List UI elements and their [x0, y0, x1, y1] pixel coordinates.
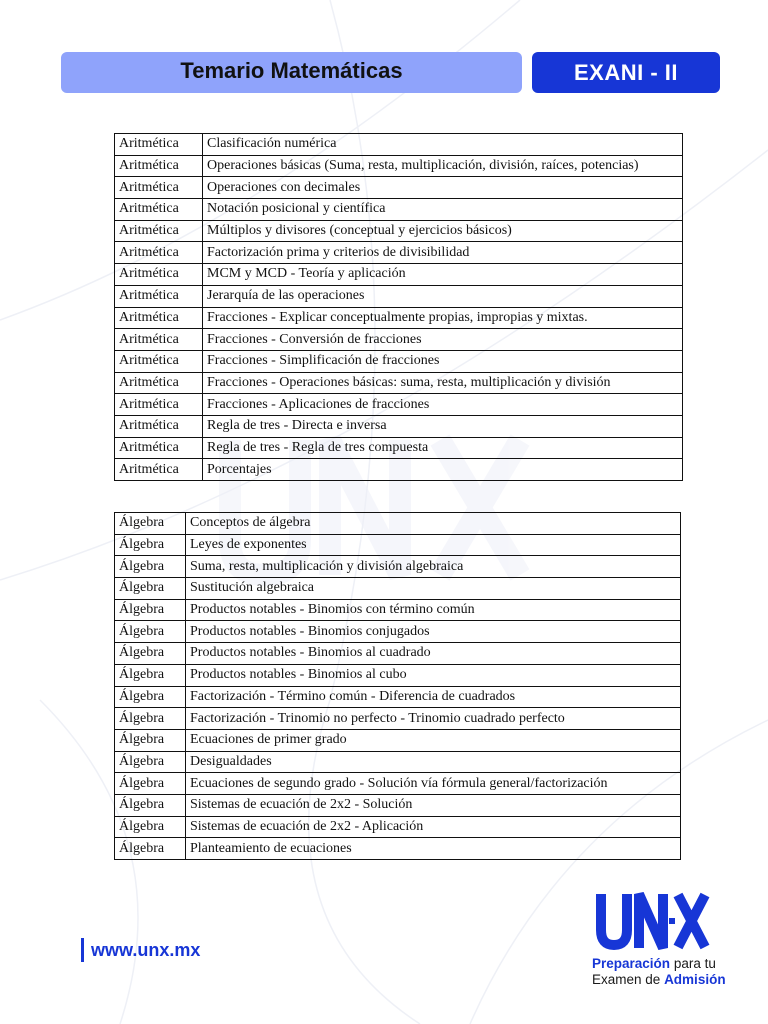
- topic-cell: Productos notables - Binomios al cuadrado: [186, 643, 681, 665]
- title-banner: [61, 52, 522, 93]
- table-row: [115, 155, 683, 177]
- area-cell: Álgebra: [115, 578, 186, 600]
- topic-cell: Fracciones - Conversión de fracciones: [203, 329, 683, 351]
- table-row: [115, 556, 681, 578]
- topic-cell: Productos notables - Binomios al cubo: [186, 664, 681, 686]
- topic-cell: Sistemas de ecuación de 2x2 - Solución: [186, 794, 681, 816]
- table-row: [115, 264, 683, 286]
- topic-cell: Desigualdades: [186, 751, 681, 773]
- topic-cell: Múltiplos y divisores (conceptual y ejercicios básicos): [203, 220, 683, 242]
- area-cell: Álgebra: [115, 513, 186, 535]
- algebra-topics-table: [114, 512, 681, 860]
- area-cell: Álgebra: [115, 751, 186, 773]
- area-cell: Aritmética: [115, 199, 203, 221]
- table-row: [115, 199, 683, 221]
- topic-cell: Productos notables - Binomios conjugados: [186, 621, 681, 643]
- topic-cell: Notación posicional y científica: [203, 199, 683, 221]
- area-cell: Aritmética: [115, 285, 203, 307]
- topic-cell: Fracciones - Simplificación de fracciones: [203, 350, 683, 372]
- topic-cell: Ecuaciones de primer grado: [186, 729, 681, 751]
- table-row: [115, 372, 683, 394]
- table-row: [115, 643, 681, 665]
- website-link[interactable]: [81, 938, 200, 962]
- table-row: [115, 729, 681, 751]
- table-row: [115, 513, 681, 535]
- table-row: [115, 621, 681, 643]
- table-row: [115, 329, 683, 351]
- area-cell: Álgebra: [115, 534, 186, 556]
- area-cell: Álgebra: [115, 686, 186, 708]
- area-cell: Aritmética: [115, 372, 203, 394]
- area-cell: Álgebra: [115, 816, 186, 838]
- tagline-bold-1: Preparación: [592, 956, 671, 971]
- area-cell: Álgebra: [115, 556, 186, 578]
- topic-cell: Factorización prima y criterios de divisibilidad: [203, 242, 683, 264]
- area-cell: Álgebra: [115, 664, 186, 686]
- area-cell: Aritmética: [115, 415, 203, 437]
- tagline-line-1: [592, 956, 722, 972]
- topic-cell: Ecuaciones de segundo grado - Solución vía fórmula general/factorización: [186, 773, 681, 795]
- tagline-rest-1: para tu: [673, 956, 716, 971]
- page-title: Temario Matemáticas: [180, 58, 403, 83]
- topic-cell: Operaciones básicas (Suma, resta, multiplicación, división, raíces, potencias): [203, 155, 683, 177]
- table-row: [115, 350, 683, 372]
- topic-cell: Fracciones - Aplicaciones de fracciones: [203, 394, 683, 416]
- table-row: [115, 177, 683, 199]
- topic-cell: Productos notables - Binomios con término común: [186, 599, 681, 621]
- table-row: [115, 415, 683, 437]
- area-cell: Álgebra: [115, 794, 186, 816]
- table-row: [115, 708, 681, 730]
- tagline-line-2: [592, 972, 726, 988]
- table-row: [115, 459, 683, 481]
- topic-cell: Factorización - Término común - Diferencia de cuadrados: [186, 686, 681, 708]
- topic-cell: Sistemas de ecuación de 2x2 - Aplicación: [186, 816, 681, 838]
- table-row: [115, 220, 683, 242]
- area-cell: Álgebra: [115, 643, 186, 665]
- table-row: [115, 773, 681, 795]
- table-row: [115, 838, 681, 860]
- table-row: [115, 686, 681, 708]
- table-row: [115, 134, 683, 156]
- area-cell: Aritmética: [115, 264, 203, 286]
- area-cell: Aritmética: [115, 155, 203, 177]
- area-cell: Aritmética: [115, 177, 203, 199]
- topic-cell: Fracciones - Explicar conceptualmente propias, impropias y mixtas.: [203, 307, 683, 329]
- exam-badge: [532, 52, 720, 93]
- link-accent-bar: [81, 938, 84, 962]
- area-cell: Aritmética: [115, 307, 203, 329]
- area-cell: Aritmética: [115, 220, 203, 242]
- area-cell: Álgebra: [115, 599, 186, 621]
- topic-cell: Jerarquía de las operaciones: [203, 285, 683, 307]
- topic-cell: Planteamiento de ecuaciones: [186, 838, 681, 860]
- brand-tagline: [592, 956, 726, 988]
- arithmetic-topics-table: [114, 133, 683, 481]
- table-row: [115, 242, 683, 264]
- topic-cell: Factorización - Trinomio no perfecto - Trinomio cuadrado perfecto: [186, 708, 681, 730]
- area-cell: Aritmética: [115, 437, 203, 459]
- table-row: [115, 664, 681, 686]
- table-row: [115, 794, 681, 816]
- table-row: [115, 394, 683, 416]
- topic-cell: Fracciones - Operaciones básicas: suma, resta, multiplicación y división: [203, 372, 683, 394]
- table-row: [115, 437, 683, 459]
- topic-cell: Conceptos de álgebra: [186, 513, 681, 535]
- topic-cell: MCM y MCD - Teoría y aplicación: [203, 264, 683, 286]
- tagline-rest-2: Examen de: [592, 972, 661, 987]
- topic-cell: Suma, resta, multiplicación y división algebraica: [186, 556, 681, 578]
- area-cell: Álgebra: [115, 838, 186, 860]
- unx-logo-icon: [592, 892, 710, 950]
- topic-cell: Regla de tres - Directa e inversa: [203, 415, 683, 437]
- area-cell: Aritmética: [115, 350, 203, 372]
- topic-cell: Clasificación numérica: [203, 134, 683, 156]
- area-cell: Aritmética: [115, 134, 203, 156]
- area-cell: Álgebra: [115, 621, 186, 643]
- area-cell: Aritmética: [115, 459, 203, 481]
- table-row: [115, 751, 681, 773]
- exam-badge-label: EXANI - II: [573, 59, 678, 85]
- table-row: [115, 534, 681, 556]
- table-row: [115, 307, 683, 329]
- area-cell: Aritmética: [115, 394, 203, 416]
- topic-cell: Leyes de exponentes: [186, 534, 681, 556]
- area-cell: Álgebra: [115, 708, 186, 730]
- topic-cell: Sustitución algebraica: [186, 578, 681, 600]
- table-row: [115, 285, 683, 307]
- tagline-bold-2: Admisión: [664, 972, 726, 987]
- area-cell: Aritmética: [115, 329, 203, 351]
- topic-cell: Porcentajes: [203, 459, 683, 481]
- brand-block: [592, 892, 726, 988]
- area-cell: Aritmética: [115, 242, 203, 264]
- table-row: [115, 816, 681, 838]
- table-row: [115, 599, 681, 621]
- table-row: [115, 578, 681, 600]
- area-cell: Álgebra: [115, 773, 186, 795]
- topic-cell: Regla de tres - Regla de tres compuesta: [203, 437, 683, 459]
- website-url[interactable]: www.unx.mx: [91, 939, 201, 960]
- area-cell: Álgebra: [115, 729, 186, 751]
- topic-cell: Operaciones con decimales: [203, 177, 683, 199]
